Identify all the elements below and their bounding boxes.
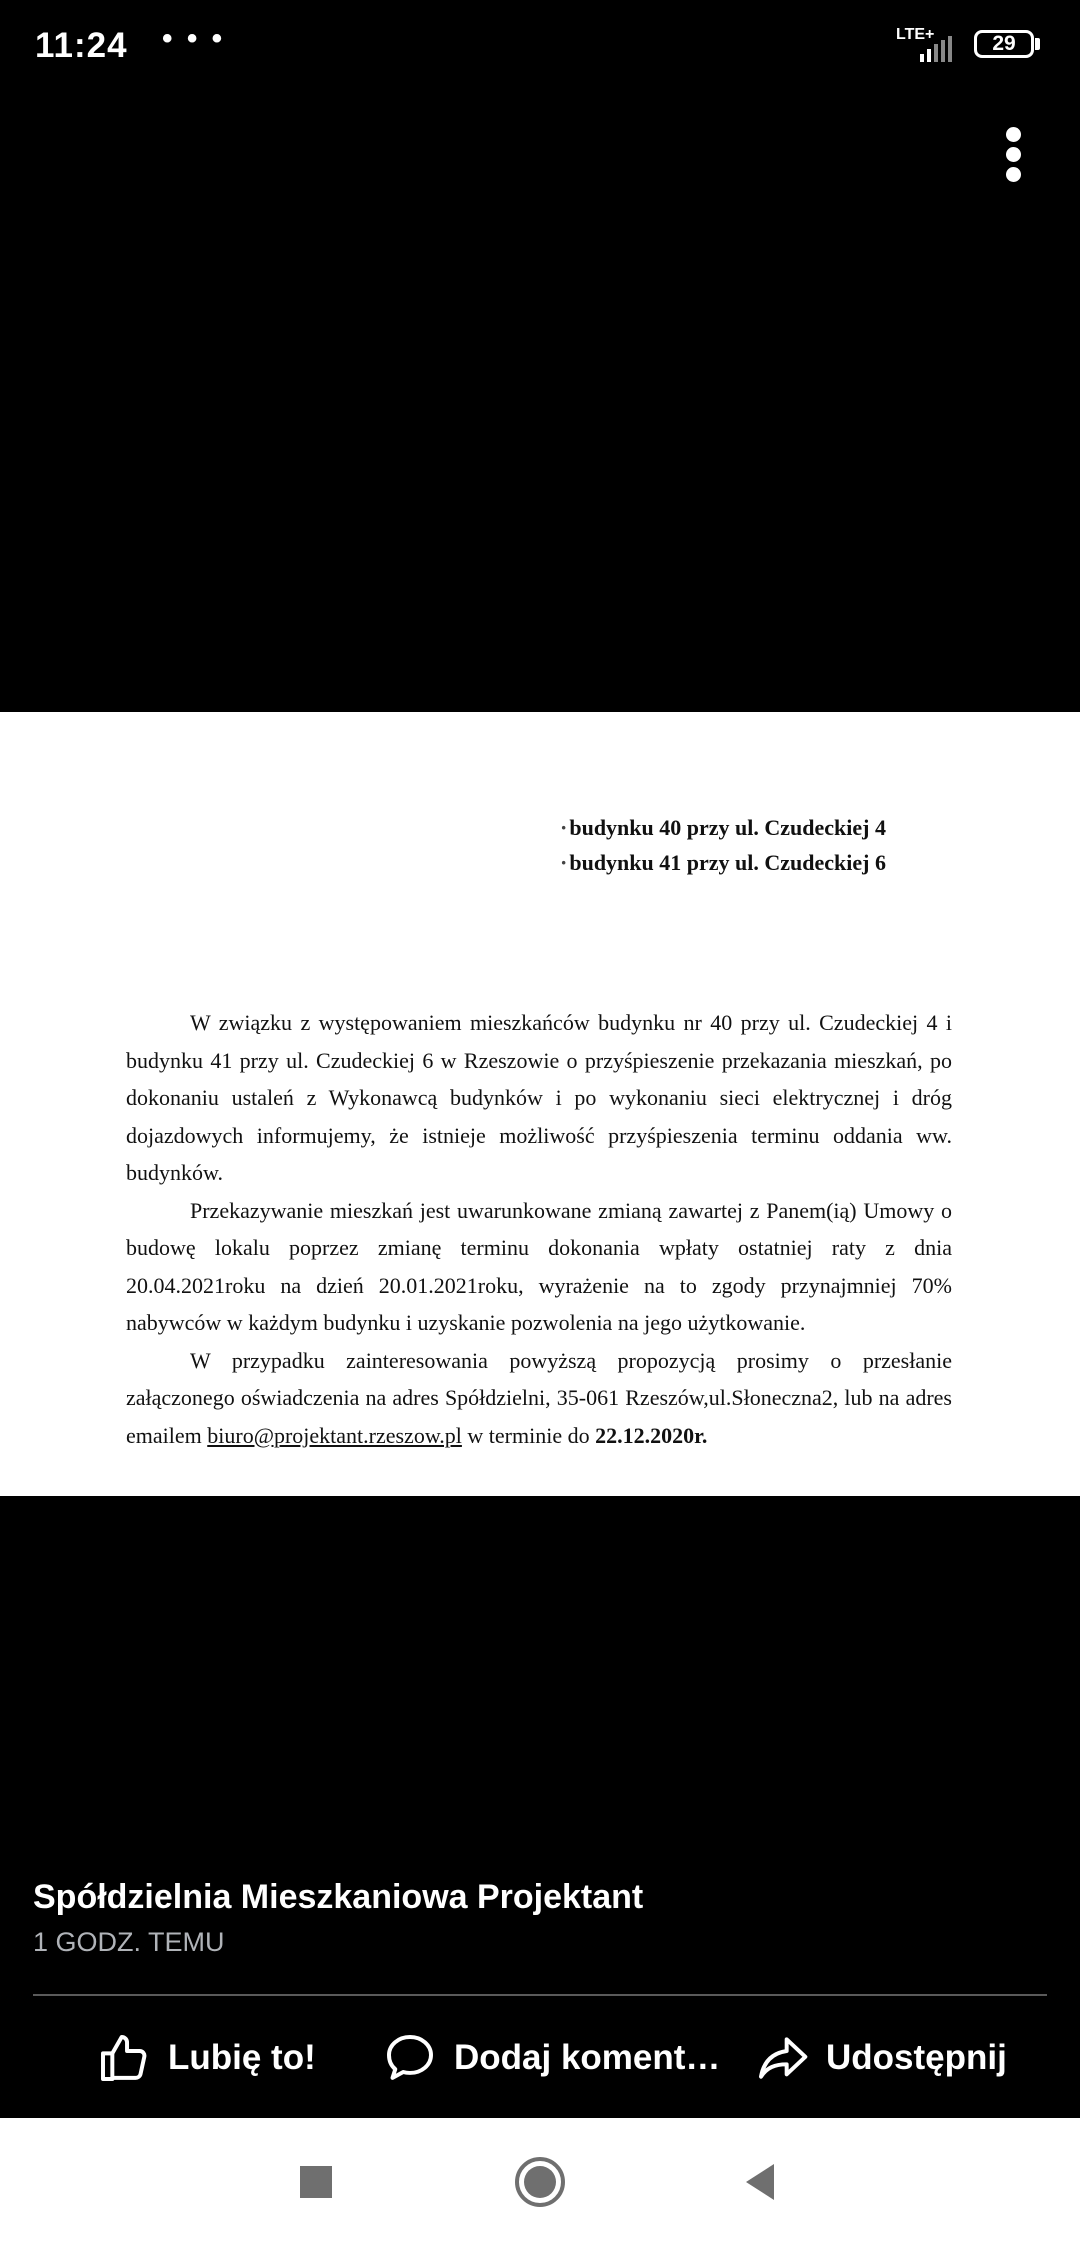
post-author[interactable]: Spółdzielnia Mieszkaniowa Projektant	[33, 1878, 644, 1916]
triangle-back-icon[interactable]	[726, 2146, 798, 2218]
like-label: Lubię to!	[168, 2038, 316, 2077]
system-navigation-bar	[0, 2118, 1080, 2248]
post-timestamp: 1 GODZ. TEMU	[33, 1927, 225, 1957]
battery-tip	[1035, 38, 1040, 50]
post-meta	[33, 1876, 643, 1962]
document-paragraph-1: W związku z występowaniem mieszkańców budynku nr 40 przy ul. Czudeckiej 4 i budynku 41 przy ul. Czudeckiej 6 w Rzeszowie o przyśpieszenie przekazania mieszkań, po dokonaniu ustaleń z Wykonawcą budynków i po wykonaniu sieci elektrycznej i dróg dojazdowych informujemy, że istnieje możliwość przyśpieszenia terminu oddania ww. budynków.	[126, 1010, 952, 1185]
paragraph-3-text: W przypadku zainteresowania powyższą propozycją prosimy o przesłanie załączonego oświadczenia na adres Spółdzielni, 35-061 Rzeszów,ul.Słoneczna2, lub na adres emailem	[126, 1347, 952, 1448]
document-header	[560, 810, 886, 880]
post-photo[interactable]	[0, 712, 1080, 1496]
signal-strength-icon	[918, 36, 956, 62]
document-paragraph-3	[126, 1342, 952, 1455]
comment-bubble-icon	[382, 2030, 438, 2086]
comment-button[interactable]	[382, 2014, 720, 2102]
network-indicator	[896, 26, 958, 62]
like-button[interactable]	[96, 2014, 316, 2102]
header-line-2: · budynku 41 przy ul. Czudeckiej 6	[560, 845, 886, 880]
document-body	[126, 1004, 952, 1454]
deadline-prefix: w terminie do	[467, 1422, 590, 1448]
status-bar	[0, 0, 1080, 96]
share-label: Udostępnij	[826, 2038, 1007, 2077]
circle-home-icon[interactable]	[504, 2146, 576, 2218]
thumbs-up-icon	[96, 2030, 152, 2086]
deadline-date: 22.12.2020r.	[595, 1422, 708, 1448]
share-arrow-icon	[754, 2030, 810, 2086]
post-actions	[0, 2014, 1080, 2102]
more-vertical-icon[interactable]	[992, 118, 1036, 190]
notification-overflow-icon: • • •	[162, 22, 226, 55]
network-type-label: LTE+	[896, 26, 935, 43]
battery-icon	[974, 30, 1034, 58]
document-email: biuro@projektant.rzeszow.pl	[207, 1422, 462, 1448]
comment-label: Dodaj koment…	[454, 2038, 721, 2077]
document-paragraph-2: Przekazywanie mieszkań jest uwarunkowane zmianą zawartej z Panem(ią) Umowy o budowę lokalu poprzez zmianę terminu dokonania wpłaty ostatniej raty z dnia 20.04.2021roku na dzień 20.01.2021roku, wyrażenie na to zgody przynajmniej 70% nabywców w każdym budynku i uzyskanie pozwolenia na jego użytkowanie.	[126, 1197, 952, 1335]
header-line-1: · budynku 40 przy ul. Czudeckiej 4	[560, 810, 886, 845]
battery-level: 29	[992, 32, 1016, 55]
share-button[interactable]	[754, 2014, 1007, 2102]
document-scan	[0, 712, 1080, 1496]
divider	[33, 1994, 1047, 1996]
status-time: 11:24	[35, 26, 128, 65]
square-recent-apps-icon[interactable]	[280, 2146, 352, 2218]
